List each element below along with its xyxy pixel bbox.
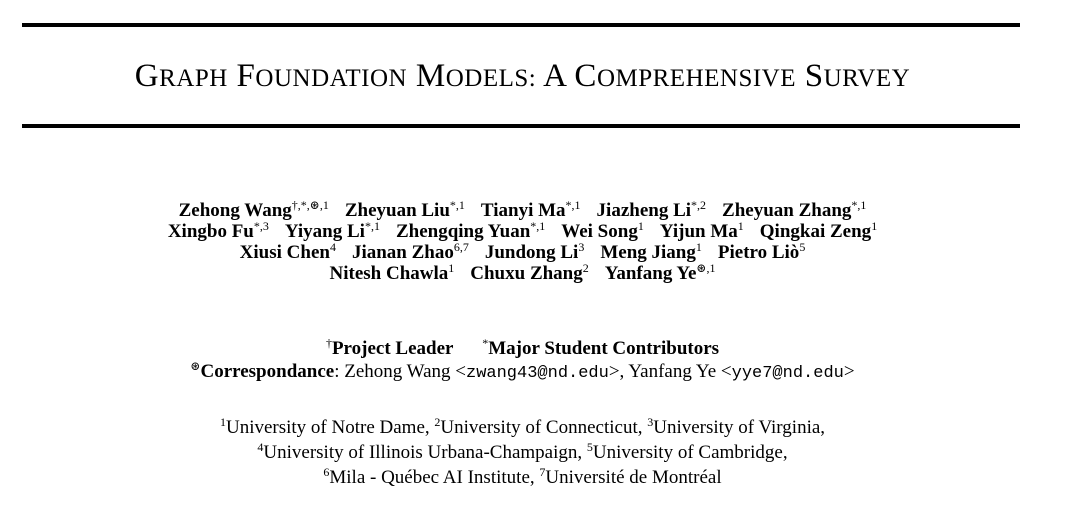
author-marks: 2 <box>582 261 589 275</box>
student-contributors-note: *Major Student Contributors <box>482 336 720 359</box>
author-name: Qingkai Zeng <box>759 221 872 242</box>
affiliation-name: University of Virginia, <box>653 417 826 438</box>
affiliation-number: 2 <box>434 415 441 429</box>
author-name: Xingbo Fu <box>167 221 254 242</box>
author <box>561 221 644 242</box>
author <box>760 221 877 242</box>
author-marks: 1 <box>637 219 644 233</box>
author-list <box>0 200 1045 284</box>
affiliation-number: 7 <box>539 465 546 479</box>
author-marks: 1 <box>737 219 744 233</box>
title-word: MODELS: <box>415 58 537 94</box>
affiliation-list <box>0 415 1045 490</box>
author-marks: 1 <box>695 240 702 254</box>
author-name: Meng Jiang <box>600 242 696 263</box>
author <box>470 263 588 284</box>
affiliation-name: University of Illinois Urbana-Champaign, <box>263 442 583 463</box>
correspondent-name: Zehong Wang <box>344 361 451 382</box>
affiliation-number: 4 <box>257 440 264 454</box>
affiliation-line <box>0 440 1045 465</box>
author-marks: *,2 <box>691 198 707 212</box>
author <box>485 242 584 263</box>
author <box>722 200 866 221</box>
author-name: Zehong Wang <box>178 200 292 221</box>
affiliation-number: 6 <box>323 465 330 479</box>
bottom-rule <box>22 124 1020 128</box>
author-marks: 1 <box>448 261 455 275</box>
affiliation-name: University of Cambridge, <box>592 442 788 463</box>
correspondence-line: ⊛Correspondance: Zehong Wang <zwang43@nd.edu>, Yanfang Ye <yye7@nd.edu> <box>190 359 855 383</box>
author-name: Chuxu Zhang <box>470 263 583 284</box>
title-word: FOUNDATION <box>236 58 408 94</box>
author-marks: *,3 <box>253 219 269 233</box>
author-marks: 4 <box>329 240 336 254</box>
author-marks: *,1 <box>530 219 546 233</box>
author-line <box>0 263 1045 284</box>
affiliation-line <box>0 465 1045 490</box>
affiliation-number: 1 <box>219 415 226 429</box>
author-line <box>0 242 1045 263</box>
author-marks: 1 <box>871 219 878 233</box>
affiliation-name: University of Notre Dame, <box>225 417 430 438</box>
author <box>179 200 329 221</box>
email-link[interactable]: yye7@nd.edu <box>731 364 844 383</box>
author-marks: †,*,⊛,1 <box>291 198 329 212</box>
title-word: GRAPH <box>134 58 228 94</box>
author <box>240 242 336 263</box>
author <box>330 263 455 284</box>
author-name: Pietro Liò <box>717 242 800 263</box>
affiliation-name: Université de Montréal <box>545 467 722 488</box>
author <box>481 200 581 221</box>
author-marks: ⊛,1 <box>696 261 716 275</box>
author <box>352 242 469 263</box>
author <box>345 200 465 221</box>
author-name: Zheyuan Liu <box>344 200 450 221</box>
author <box>600 242 702 263</box>
contribution-notes <box>0 337 1045 385</box>
author <box>605 263 716 284</box>
affiliation-number: 5 <box>586 440 593 454</box>
title-word: COMPREHENSIVE <box>574 58 797 94</box>
author-name: Xiusi Chen <box>239 242 330 263</box>
author <box>660 221 744 242</box>
author-name: Yanfang Ye <box>604 263 697 284</box>
paper-title <box>0 58 1045 95</box>
author-name: Nitesh Chawla <box>329 263 449 284</box>
author-name: Zhengqing Yuan <box>395 221 531 242</box>
affiliation-number: 3 <box>647 415 654 429</box>
affiliation-name: University of Connecticut, <box>440 417 643 438</box>
author-marks: 3 <box>578 240 585 254</box>
top-rule <box>22 23 1020 27</box>
author-line <box>0 200 1045 221</box>
author-name: Wei Song <box>561 221 638 242</box>
title-word: A <box>543 58 566 94</box>
author-name: Jianan Zhao <box>351 242 454 263</box>
project-leader-note: †Project Leader <box>325 336 454 359</box>
author-name: Jiazheng Li <box>596 200 692 221</box>
title-word: SURVEY <box>804 58 911 94</box>
email-link[interactable]: zwang43@nd.edu <box>466 364 609 383</box>
author <box>718 242 805 263</box>
author-marks: 5 <box>799 240 806 254</box>
author <box>396 221 545 242</box>
author <box>285 221 380 242</box>
author <box>168 221 269 242</box>
author-name: Tianyi Ma <box>480 200 566 221</box>
author-marks: *,1 <box>449 198 465 212</box>
author-marks: *,1 <box>851 198 867 212</box>
author-name: Yiyang Li <box>284 221 365 242</box>
author-marks: 6,7 <box>453 240 469 254</box>
affiliation-line <box>0 415 1045 440</box>
correspondent-name: Yanfang Ye <box>628 361 717 382</box>
correspondence-label: Correspondance <box>200 361 335 382</box>
author-marks: *,1 <box>364 219 380 233</box>
author-name: Zheyuan Zhang <box>722 200 852 221</box>
author <box>597 200 706 221</box>
author-marks: *,1 <box>565 198 581 212</box>
author-line <box>0 221 1045 242</box>
affiliation-name: Mila - Québec AI Institute, <box>329 467 535 488</box>
author-name: Yijun Ma <box>659 221 738 242</box>
role-legend <box>0 337 1045 360</box>
author-name: Jundong Li <box>484 242 579 263</box>
